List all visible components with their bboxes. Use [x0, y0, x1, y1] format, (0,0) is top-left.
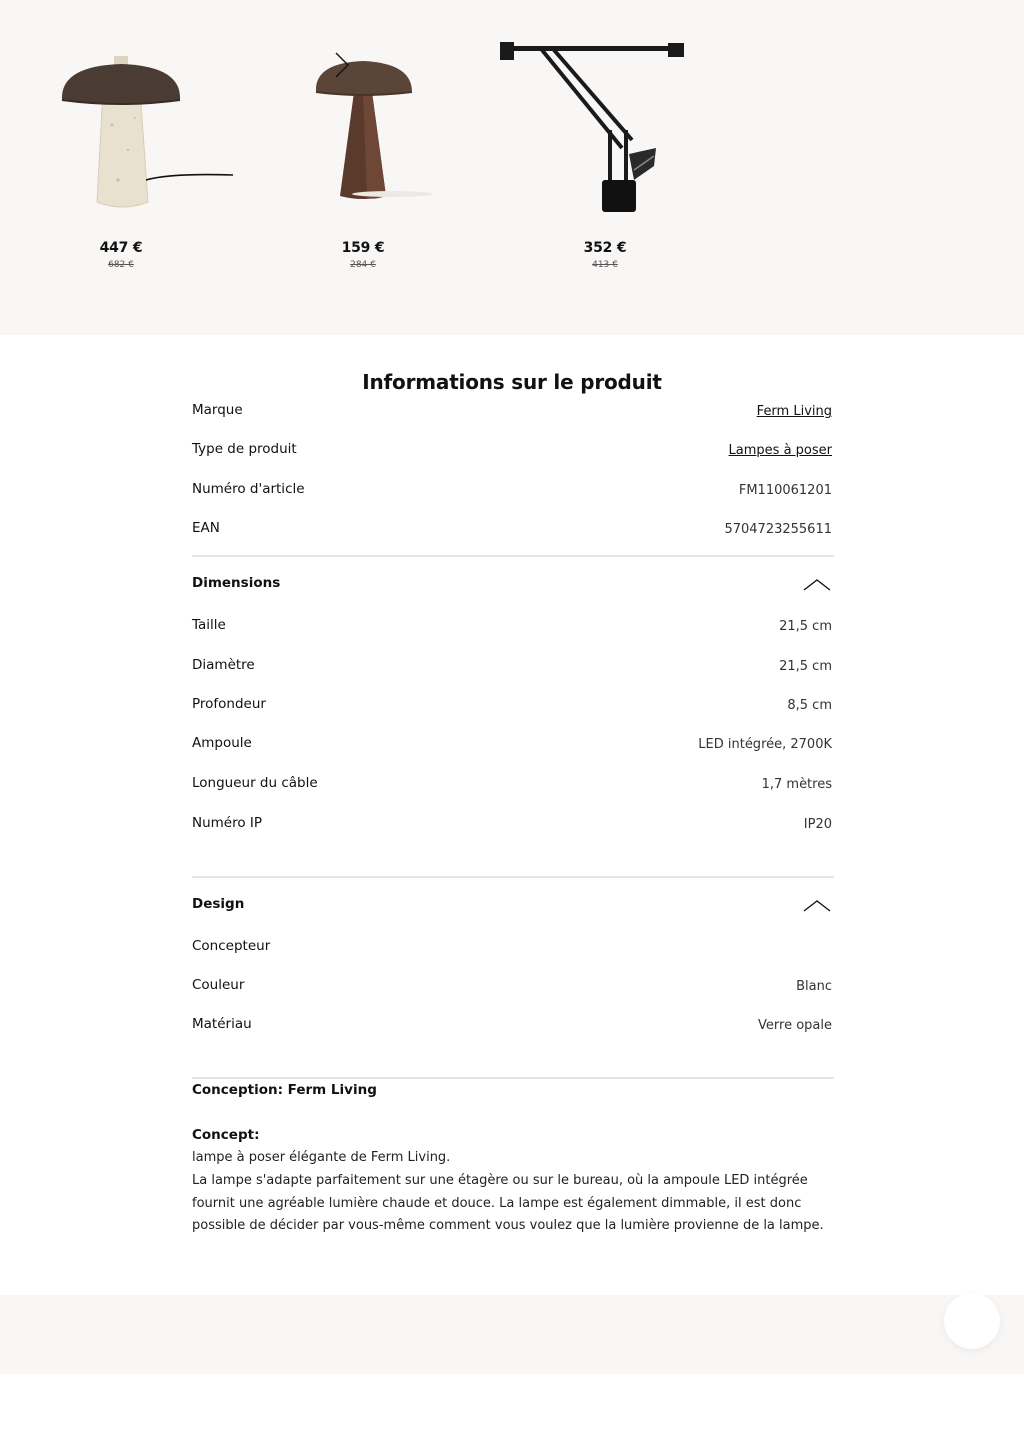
product-old-price: 682 €: [108, 260, 134, 270]
section-divider: [192, 555, 834, 557]
related-products-carousel: [0, 0, 1024, 335]
dimension-row: [192, 657, 832, 681]
info-label: Longueur du câble: [192, 775, 318, 791]
product-image[interactable]: [0, 30, 242, 225]
info-label: Concepteur: [192, 938, 271, 954]
info-value: 5704723255611: [724, 522, 832, 537]
info-value: 1,7 mètres: [761, 777, 832, 792]
info-label: Matériau: [192, 1016, 252, 1032]
dimension-row: [192, 617, 832, 641]
info-row-ean: [192, 520, 832, 544]
info-label: Couleur: [192, 977, 245, 993]
info-value: 21,5 cm: [779, 619, 832, 634]
design-row: [192, 977, 832, 1001]
conception-heading: Conception: Ferm Living: [192, 1082, 377, 1098]
design-section-header[interactable]: [192, 896, 832, 922]
info-label: Ampoule: [192, 735, 252, 751]
info-label: Numéro IP: [192, 815, 263, 831]
product-old-price: 284 €: [350, 260, 376, 270]
product-price: 352 €: [583, 240, 627, 256]
info-value: FM110061201: [738, 483, 832, 498]
section-divider: [192, 876, 834, 878]
section-title: Design: [192, 896, 245, 912]
chevron-right-icon[interactable]: [330, 50, 354, 80]
design-row: [192, 938, 832, 962]
info-value: 8,5 cm: [787, 698, 832, 713]
info-row-article-number: [192, 481, 832, 505]
info-value: Blanc: [796, 979, 832, 994]
dimension-row: [192, 815, 832, 839]
dimensions-section-header[interactable]: [192, 575, 832, 601]
product-info-title: Informations sur le produit: [362, 370, 662, 394]
info-label: Profondeur: [192, 696, 266, 712]
info-label: Type de produit: [192, 441, 297, 457]
concept-heading: Concept:: [192, 1127, 260, 1143]
product-old-price: 413 €: [592, 260, 618, 270]
info-value: LED intégrée, 2700K: [698, 737, 832, 752]
info-label: Taille: [192, 617, 226, 633]
info-row-product-type: [192, 441, 832, 465]
product-card[interactable]: [0, 0, 242, 300]
design-row: [192, 1016, 832, 1040]
info-label: Marque: [192, 402, 243, 418]
brand-link[interactable]: Ferm Living: [756, 404, 832, 419]
chevron-up-icon[interactable]: [802, 896, 832, 916]
description-body: La lampe s'adapte parfaitement sur une étagère ou sur le bureau, où la ampoule LED intégrée fournit une agréable lumière chaude et douce. La lampe est également dimmable, il est donc possible de décider par vous-même comment vous voulez que la lumière provienne de la lampe.: [192, 1173, 824, 1233]
section-title: Dimensions: [192, 575, 281, 591]
product-price: 447 €: [99, 240, 143, 256]
chevron-up-icon[interactable]: [802, 575, 832, 595]
dimension-row: [192, 775, 832, 799]
info-label: Diamètre: [192, 657, 255, 673]
info-value: IP20: [803, 817, 832, 832]
product-card[interactable]: [484, 0, 726, 300]
product-card[interactable]: [242, 0, 484, 300]
footer-band: [0, 1295, 1024, 1374]
dimension-row: [192, 735, 832, 759]
product-image[interactable]: [484, 30, 726, 225]
product-type-link[interactable]: Lampes à poser: [728, 443, 832, 458]
info-value: 21,5 cm: [779, 659, 832, 674]
product-price: 159 €: [341, 240, 385, 256]
info-label: EAN: [192, 520, 220, 536]
info-label: Numéro d'article: [192, 481, 305, 497]
section-divider: [192, 1077, 834, 1079]
product-image[interactable]: [242, 30, 484, 225]
info-value: Verre opale: [758, 1018, 832, 1033]
description-intro: lampe à poser élégante de Ferm Living.: [192, 1150, 451, 1165]
dimension-row: [192, 696, 832, 720]
chat-button[interactable]: [944, 1293, 1000, 1349]
info-row-brand: [192, 402, 832, 426]
